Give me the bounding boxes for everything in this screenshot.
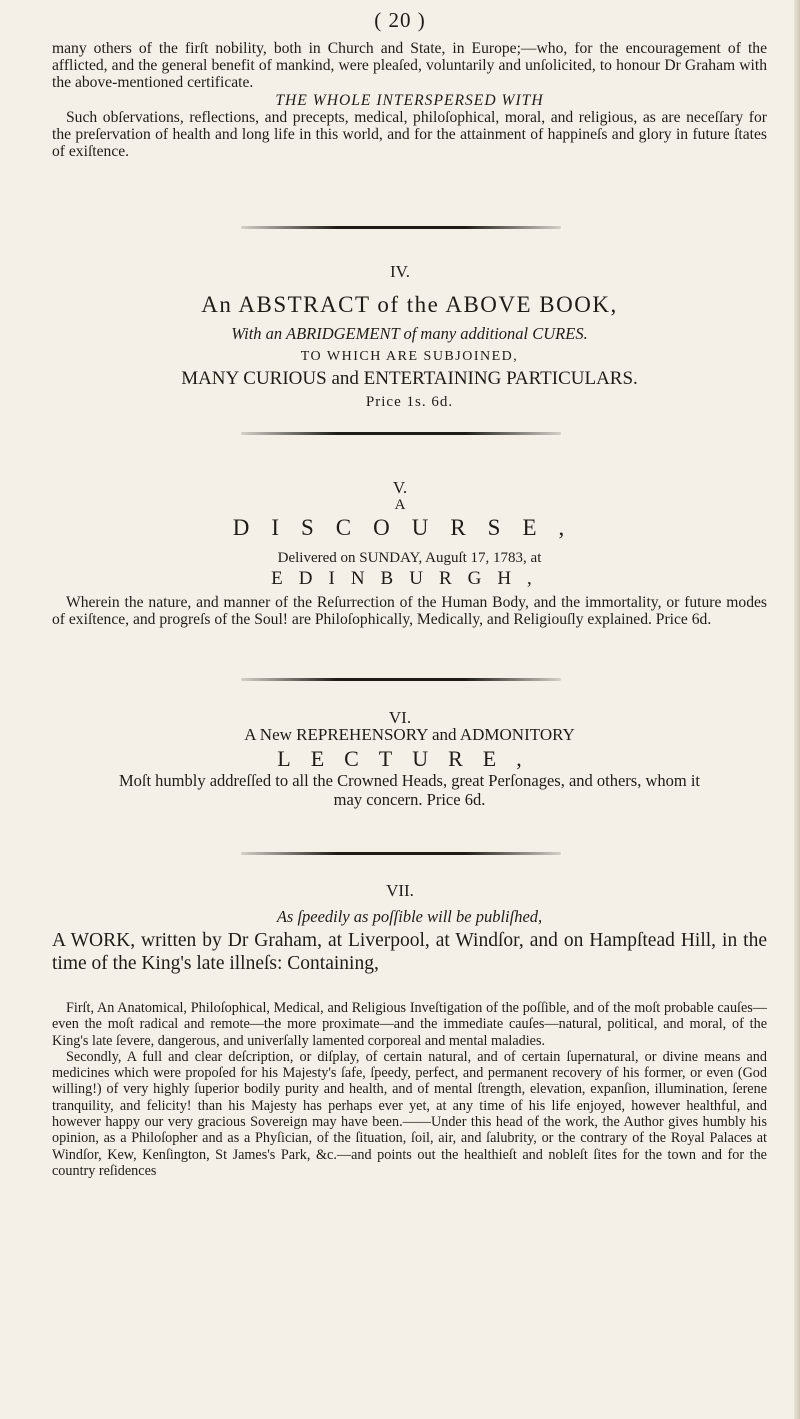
section-number: IV. xyxy=(390,262,410,281)
intro-block xyxy=(52,40,767,160)
section7-work: A WORK, written by Dr Graham, at Liverpool, at Windſor, and on Hampſtead Hill, in the time of the King's late illneſs: Containing, xyxy=(52,930,767,974)
section4-price: Price 1s. 6d. xyxy=(365,394,454,410)
section5-article: A xyxy=(394,497,406,513)
section-number: V. xyxy=(392,478,408,497)
section4-subjoined: TO WHICH ARE SUBJOINED, xyxy=(300,349,519,364)
section4-title: An ABSTRACT of the ABOVE BOOK, xyxy=(201,292,618,317)
section6-body-wrap xyxy=(52,771,767,809)
section-number: VII. xyxy=(386,881,414,900)
section5-body-wrap xyxy=(52,594,767,628)
section6-lecture: LECTURE, xyxy=(277,746,542,771)
section7-work-wrap xyxy=(52,930,767,975)
section5-delivered: Delivered on SUNDAY, Auguſt 17, 1783, at xyxy=(277,550,542,566)
section7-details xyxy=(52,1000,767,1179)
section7-first: Firſt, An Anatomical, Philoſophical, Medical, and Religious Inveſtigation of the poſſible, and of the moſt probable cauſes—even the moſt radical and remote—the more proximate—and the immediate cauſes—natural, political, and moral, of the King's late ſevere, dangerous, and univerſally lamented corporeal and mental maladies. xyxy=(52,1000,767,1049)
page-number: ( 20 ) xyxy=(374,8,426,32)
section7-as-speedily: As ſpeedily as poſſible will be publiſhed, xyxy=(276,907,543,926)
section5-body: Wherein the nature, and manner of the Reſurrection of the Human Body, and the immortality, or future modes of exiſtence, and progreſs of the Soul! are Philoſophically, Medically, and Religiouſly explained. Price 6d. xyxy=(52,594,767,629)
divider-rule xyxy=(241,432,561,435)
section4-particulars: MANY CURIOUS and ENTERTAINING PARTICULARS. xyxy=(181,368,638,389)
section-number: VI. xyxy=(388,708,412,727)
divider-rule xyxy=(241,226,561,229)
section5-place: EDINBURGH, xyxy=(271,568,548,589)
section7-secondly: Secondly, A full and clear deſcription, or diſplay, of certain natural, and of certain ſupernatural, or divine means and medicines which were propoſed for his Majesty's ſafe, ſpeedy, perfect, and permanent recovery of his former, or even (God willing!) of very highly ſuperior bodily purity and health, and of mental ſtrength, elevation, expanſion, illumination, ſerene tranquility, and felicity! than his Majesty has perhaps ever yet, at any time of his life enjoyed, however healthful, and however happy our very gracious Sovereign may have been.——Under this head of the work, the Author gives humbly his opinion, as a Philoſopher and as a Phyſician, of the ſituation, ſoil, air, and ſalubrity, or the contrary of the Royal Palaces at Windſor, Kew, Kenſington, St James's Park, &c.—and points out the healthieſt and nobleſt ſites for the town and for the country reſidences xyxy=(52,1048,767,1179)
divider-rule xyxy=(241,852,561,855)
section5-discourse: DISCOURSE, xyxy=(232,515,587,540)
intro-body: Such obſervations, reflections, and precepts, medical, philoſophical, moral, and religious, as are neceſſary for the preſervation of health and long life in this world, and for the attainment of happineſs and glory in future ſtates of exiſtence. xyxy=(52,108,767,161)
intro-heading: THE WHOLE INTERSPERSED WITH xyxy=(275,91,544,109)
section4-subtitle: With an ABRIDGEMENT of many additional CURES. xyxy=(231,324,588,343)
divider-rule xyxy=(241,678,561,681)
section6-body: Moſt humbly addreſſed to all the Crowned Heads, great Perſonages, and others, whom it may concern. Price 6d. xyxy=(118,771,701,809)
intro-text: many others of the firſt nobility, both in Church and State, in Europe;—who, for the encouragement of the afflicted, and the general benefit of mankind, were pleaſed, voluntarily and unſolicited, to honour Dr Graham with the above-mentioned certificate. xyxy=(52,40,767,92)
section6-title: A New REPREHENSORY and ADMONITORY xyxy=(244,725,575,744)
